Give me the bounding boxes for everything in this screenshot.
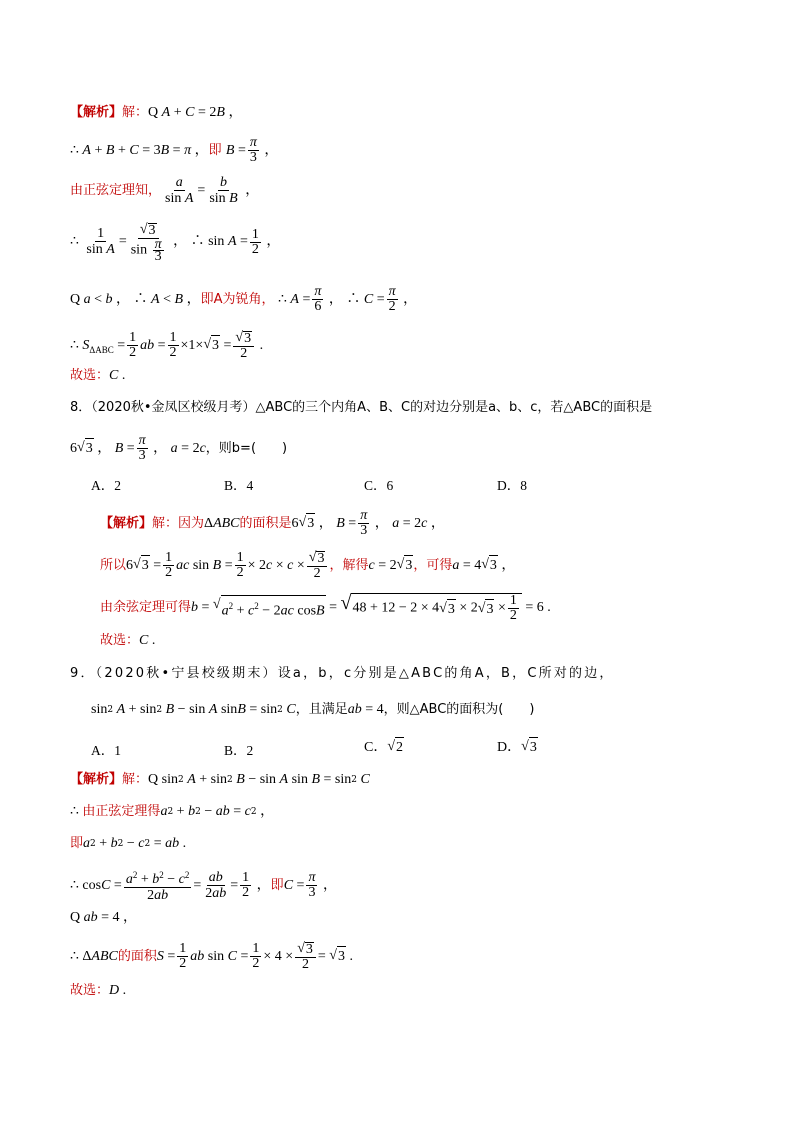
q7-analysis-line5: Q a < b ， ∴ A < B ， 即A为锐角， ∴ A = $\frac{\pi}{6}$ ， ∴ C = $\frac{\pi}{2}$ ， <box>70 284 418 314</box>
q8-answer: C <box>139 633 149 648</box>
q9-analysis-line2: ∴ 由正弦定理得 a 2 + b 2 − ab = c 2 ， <box>70 802 274 822</box>
choose-label: 故选： <box>100 633 140 648</box>
acute-text: 即A为锐角， <box>200 291 275 307</box>
solve-label: 解： <box>152 515 179 531</box>
q7-analysis-line2: ∴ A + B + C = 3 B = π ， 即 B = $\frac{\pi}{3}$ ， <box>70 135 279 165</box>
q8-stem-end: ，则b=( ) <box>205 440 288 456</box>
q9-analysis-line4: ∴ cos C = $\frac{a^2 + b^2 - c^2}{2ab}$ = $\frac{ab}{2ab}$ = $\frac{1}{2}$ ， 即 C = $\frac{\pi}{3}$ ， <box>70 869 337 903</box>
q9-analysis-line6: ∴ Δ ABC 的面积 S = $\frac{1}{2}$ ab sin C = $\frac{1}{2}$ × 4 × √ 3 2 = √ 3 . <box>70 941 353 972</box>
q9-answer-line: 故选： D . <box>70 981 126 1001</box>
q8-stem-line1 <box>70 398 652 418</box>
q7-analysis-line3: 由正弦定理知， $\frac{a}{\text{sin A}}$ = $\frac{b}{\text{sin B}}$ ， <box>70 175 260 206</box>
q9-stem: 9．（2020秋•宁县校级期末）设a，b，c分别是△ABC的角A，B，C所对的边， <box>70 666 615 681</box>
cos-law-text: 由余弦定理可得 <box>100 600 192 615</box>
solve-label: 解： <box>122 772 149 787</box>
q7-analysis-line1: 【解析】 解： Q A + C = 2 B ， <box>70 103 242 123</box>
q9-option-a[interactable]: A．1 <box>91 743 121 758</box>
q8-stem: 8．（2020秋•金凤区校级月考）△ABC的三个内角A、B、C的对边分别是a、b、c，若△ABC的面积是 <box>70 400 653 415</box>
q8-option-c[interactable]: C．6 <box>364 478 394 493</box>
then-a-text: ，可得 <box>413 557 453 573</box>
q8-analysis-line2: 所以 6 √ 3 = $\frac{1}{2}$ ac sin B = $\frac{1}{2}$ × 2 c × c × √ 3 2 ，解得 c = 2 √ 3 ，可得 a = 4 √ 3 ， <box>100 550 516 581</box>
q8-option-d[interactable]: D．8 <box>497 478 527 493</box>
area-of-text: 的面积 <box>117 948 157 964</box>
sine-law-get-text: 由正弦定理得 <box>82 804 161 819</box>
q9-stem-line1 <box>70 664 615 684</box>
q9-answer: D <box>109 983 120 998</box>
q7-analysis-line6: ∴ S ΔABC = $\frac{1}{2}$ ab = $\frac{1}{2}$ ×1× √ 3 = √ 3 2 . <box>70 330 264 361</box>
q8-answer-line: 故选： C . <box>100 631 155 651</box>
q9-analysis-line1: 【解析】 解： Q sin 2 A + sin 2 B − sin A sin B = sin 2 C <box>70 770 370 790</box>
then-area-text: ，则△ABC的面积为( ) <box>383 702 535 717</box>
satisfy-text: ，且满足 <box>295 702 348 717</box>
analysis-tag: 【解析】 <box>70 772 123 787</box>
choose-label: 故选： <box>70 983 110 998</box>
q7-analysis-line4: ∴ $\frac{1}{\text{sin A}}$ = √ 3 sin $\frac{\pi}{3}$ ， ∴ sin A = $\frac{1}{2}$ ， <box>70 222 281 264</box>
q9-option-d-wrap[interactable]: D． √ 3 <box>497 737 538 758</box>
fraction: $\frac{\pi}{3}$ <box>249 135 257 165</box>
q8-analysis-line1: 【解析】 解： 因为 Δ ABC 的面积是 6 √ 3 ， B = $\frac{\pi}{3}$ ， a = 2 c ， <box>100 508 445 538</box>
q9-option-d[interactable]: D． <box>497 739 522 755</box>
q9-analysis-line5: Q ab = 4 ， <box>70 910 138 925</box>
so-label: 所以 <box>100 557 127 573</box>
analysis-tag: 【解析】 <box>70 105 123 120</box>
q7-answer-line: 故选： C . <box>70 366 125 386</box>
q9-option-b[interactable]: B．2 <box>224 743 254 758</box>
q7-answer: C <box>109 368 119 383</box>
q8-option-b[interactable]: B．4 <box>224 478 254 493</box>
q9-option-c[interactable]: C． <box>364 739 388 755</box>
q9-analysis-line3: 即 a 2 + b 2 − c 2 = ab . <box>70 834 186 854</box>
q8-analysis-line3: 由余弦定理可得 b = √ $a^2 + c^2 - 2ac$ cosB = √ 48 + 12 − 2 × 4 √ 3 × 2 √ 3 × $\frac{1}{2}$ = 6 . <box>100 592 551 623</box>
ji-text: 即 <box>70 836 84 851</box>
q9-stem-line2: sin 2 A + sin 2 B − sin A sin B = sin 2 C ，且满足 ab = 4 ，则△ABC的面积为( ) <box>91 700 534 720</box>
q8-option-a[interactable]: A．2 <box>91 478 121 493</box>
q8-stem-line2: 6 √ 3 ， B = $\frac{\pi}{3}$ ， a = 2 c ，则b=( ) <box>70 433 288 463</box>
q9-option-c-wrap[interactable]: C． √ 2 <box>364 737 404 758</box>
sine-law-text: 由正弦定理知， <box>70 183 162 198</box>
analysis-tag: 【解析】 <box>100 515 153 531</box>
solve-label: 解： <box>122 105 149 120</box>
solve-c-text: ，解得 <box>329 557 369 573</box>
choose-label: 故选： <box>70 368 110 383</box>
